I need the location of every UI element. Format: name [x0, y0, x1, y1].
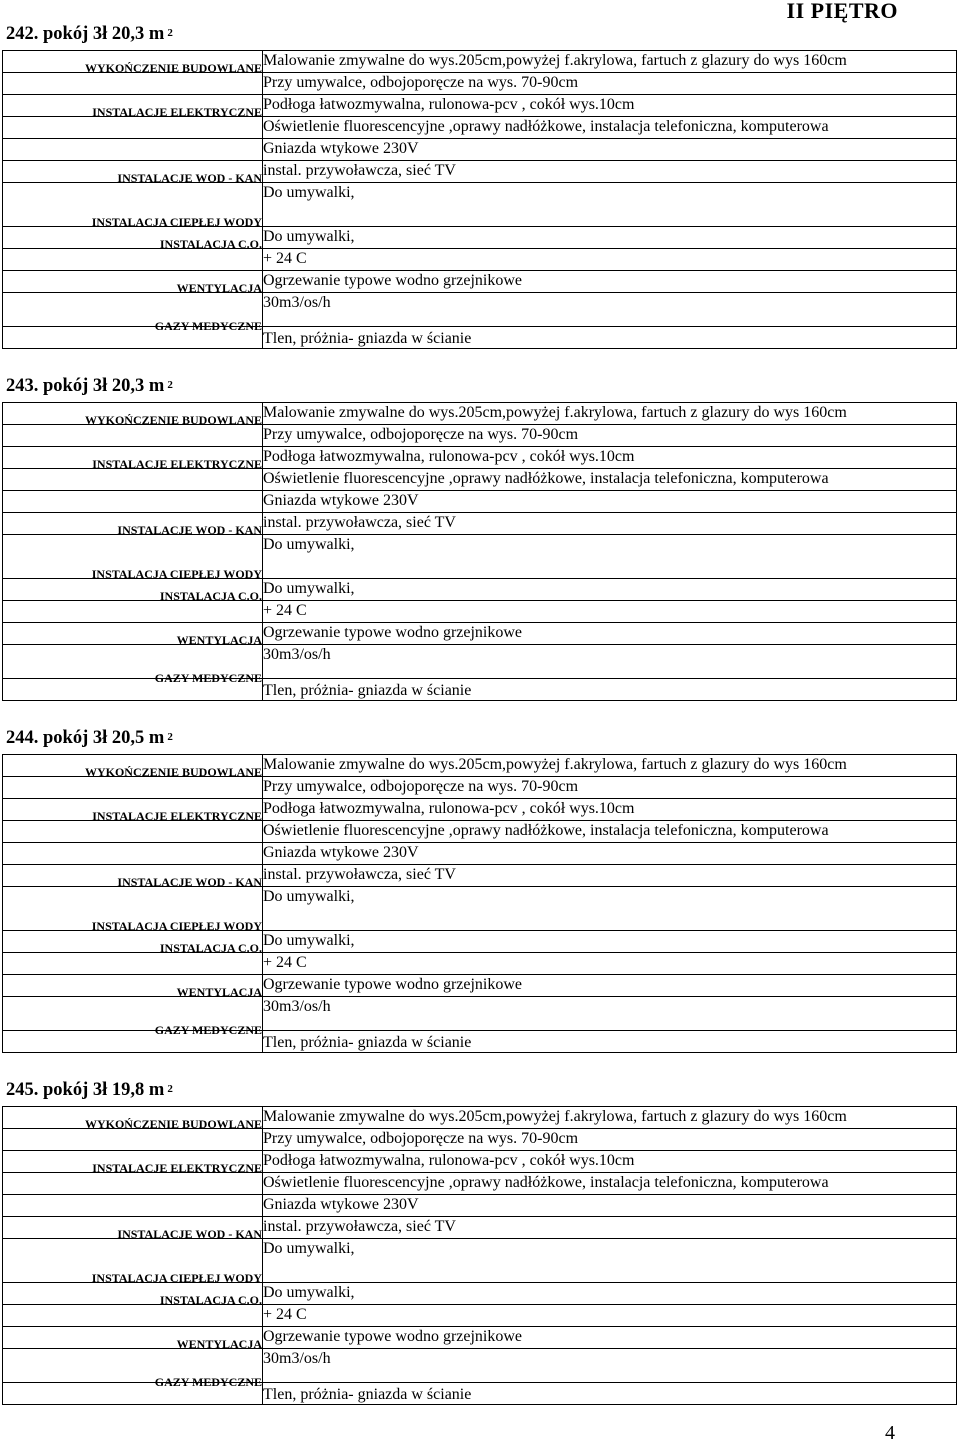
value-water-sewage: Do umywalki,	[263, 184, 355, 201]
table-row-divider	[2, 1194, 957, 1195]
room-area-unit-superscript: 2	[167, 731, 173, 743]
value-ventilation: 30m3/os/h	[263, 294, 331, 311]
category-hot-water: INSTALACJA CIEPŁEJ WODY	[91, 919, 262, 933]
value-electrical-call-system: instal. przywoławcza, sieć TV	[263, 866, 456, 883]
table-row-divider	[2, 842, 957, 843]
room-number: 245.	[6, 1080, 39, 1100]
table-row-divider	[2, 1150, 957, 1151]
value-finishing-floor: Podłoga łatwozmywalna, rulonowa-pcv , cokół wys.10cm	[263, 1152, 635, 1169]
value-finishing-rails: Przy umywalce, odbojoporęcze na wys. 70-90cm	[263, 1130, 579, 1147]
table-row-divider	[2, 402, 957, 403]
value-medical-gases: Tlen, próżnia- gniazda w ścianie	[263, 1386, 472, 1403]
category-ventilation: WENTYLACJA	[176, 1337, 262, 1351]
room-number: 242.	[6, 24, 39, 44]
value-hot-water: Do umywalki,	[263, 580, 355, 597]
value-electrical-sockets: Gniazda wtykowe 230V	[263, 140, 419, 157]
floor-label: II PIĘTRO	[786, 0, 898, 23]
category-water-sewage: INSTALACJE WOD - KAN	[117, 1227, 262, 1241]
table-row-divider	[2, 1404, 957, 1405]
table-row-divider	[2, 326, 957, 327]
room-area: 20,3 m	[111, 376, 165, 396]
value-electrical-sockets: Gniazda wtykowe 230V	[263, 1196, 419, 1213]
category-ventilation: WENTYLACJA	[176, 633, 262, 647]
room-number: 244.	[6, 728, 39, 748]
room-area: 19,8 m	[111, 1080, 165, 1100]
category-water-sewage: INSTALACJE WOD - KAN	[117, 875, 262, 889]
value-heating-temperature: + 24 C	[263, 954, 307, 971]
room-title	[6, 24, 173, 45]
value-finishing-walls: Malowanie zmywalne do wys.205cm,powyżej f.akrylowa, fartuch z glazury do wys 160cm	[263, 404, 847, 421]
category-finishing: WYKOŃCZENIE BUDOWLANE	[84, 413, 262, 427]
table-row-divider	[2, 864, 957, 865]
table-row-divider	[2, 1348, 957, 1349]
room-section-245	[0, 1056, 960, 1404]
table-right-border	[956, 50, 957, 348]
table-row-divider	[2, 600, 957, 601]
room-area: 20,3 m	[111, 24, 165, 44]
table-row-divider	[2, 248, 957, 249]
category-medical-gases: GAZY MEDYCZNE	[154, 1375, 262, 1389]
table-row-divider	[2, 700, 957, 701]
table-row-divider	[2, 512, 957, 513]
value-finishing-rails: Przy umywalce, odbojoporęcze na wys. 70-90cm	[263, 426, 579, 443]
value-electrical-call-system: instal. przywoławcza, sieć TV	[263, 162, 456, 179]
table-row-divider	[2, 1030, 957, 1031]
table-left-border	[2, 754, 3, 1052]
table-row-divider	[2, 270, 957, 271]
value-finishing-floor: Podłoga łatwozmywalna, rulonowa-pcv , cokół wys.10cm	[263, 96, 635, 113]
value-hot-water: Do umywalki,	[263, 1284, 355, 1301]
table-right-border	[956, 1106, 957, 1404]
room-section-243	[0, 352, 960, 700]
room-name: pokój 3ł	[43, 376, 108, 396]
room-section-244	[0, 704, 960, 1052]
table-right-border	[956, 754, 957, 1052]
table-row-divider	[2, 974, 957, 975]
value-heating-type: Ogrzewanie typowe wodno grzejnikowe	[263, 272, 523, 289]
value-medical-gases: Tlen, próżnia- gniazda w ścianie	[263, 330, 472, 347]
value-medical-gases: Tlen, próżnia- gniazda w ścianie	[263, 1034, 472, 1051]
table-left-border	[2, 402, 3, 700]
value-electrical-call-system: instal. przywoławcza, sieć TV	[263, 514, 456, 531]
value-heating-temperature: + 24 C	[263, 1306, 307, 1323]
table-row-divider	[2, 952, 957, 953]
value-hot-water: Do umywalki,	[263, 932, 355, 949]
table-row-divider	[2, 446, 957, 447]
value-finishing-rails: Przy umywalce, odbojoporęcze na wys. 70-90cm	[263, 74, 579, 91]
value-finishing-walls: Malowanie zmywalne do wys.205cm,powyżej f.akrylowa, fartuch z glazury do wys 160cm	[263, 1108, 847, 1125]
table-row-divider	[2, 160, 957, 161]
value-ventilation: 30m3/os/h	[263, 1350, 331, 1367]
value-hot-water: Do umywalki,	[263, 228, 355, 245]
value-electrical-lighting: Oświetlenie fluorescencyjne ,oprawy nadłóżkowe, instalacja telefoniczna, komputerowa	[263, 118, 829, 135]
category-electrical: INSTALACJE ELEKTRYCZNE	[92, 809, 262, 823]
table-left-border	[2, 50, 3, 348]
table-left-border	[2, 1106, 3, 1404]
table-row-divider	[2, 348, 957, 349]
value-heating-type: Ogrzewanie typowe wodno grzejnikowe	[263, 1328, 523, 1345]
value-electrical-call-system: instal. przywoławcza, sieć TV	[263, 1218, 456, 1235]
room-name: pokój 3ł	[43, 728, 108, 748]
value-water-sewage: Do umywalki,	[263, 1240, 355, 1257]
table-row-divider	[2, 996, 957, 997]
value-heating-type: Ogrzewanie typowe wodno grzejnikowe	[263, 624, 523, 641]
category-finishing: WYKOŃCZENIE BUDOWLANE	[84, 1117, 262, 1131]
value-water-sewage: Do umywalki,	[263, 888, 355, 905]
value-medical-gases: Tlen, próżnia- gniazda w ścianie	[263, 682, 472, 699]
room-title	[6, 1080, 173, 1101]
value-heating-type: Ogrzewanie typowe wodno grzejnikowe	[263, 976, 523, 993]
value-electrical-sockets: Gniazda wtykowe 230V	[263, 492, 419, 509]
value-heating-temperature: + 24 C	[263, 602, 307, 619]
value-ventilation: 30m3/os/h	[263, 646, 331, 663]
value-electrical-lighting: Oświetlenie fluorescencyjne ,oprawy nadłóżkowe, instalacja telefoniczna, komputerowa	[263, 822, 829, 839]
room-area-unit-superscript: 2	[167, 27, 173, 39]
category-water-sewage: INSTALACJE WOD - KAN	[117, 523, 262, 537]
category-water-sewage: INSTALACJE WOD - KAN	[117, 171, 262, 185]
table-right-border	[956, 402, 957, 700]
table-row-divider	[2, 50, 957, 51]
table-row-divider	[2, 94, 957, 95]
category-electrical: INSTALACJE ELEKTRYCZNE	[92, 457, 262, 471]
category-medical-gases: GAZY MEDYCZNE	[154, 671, 262, 685]
category-medical-gases: GAZY MEDYCZNE	[154, 1023, 262, 1037]
table-row-divider	[2, 490, 957, 491]
table-row-divider	[2, 754, 957, 755]
category-medical-gases: GAZY MEDYCZNE	[154, 319, 262, 333]
category-heating: INSTALACJA C.O.	[159, 1293, 262, 1307]
category-finishing: WYKOŃCZENIE BUDOWLANE	[84, 61, 262, 75]
category-hot-water: INSTALACJA CIEPŁEJ WODY	[91, 1271, 262, 1285]
room-name: pokój 3ł	[43, 24, 108, 44]
value-electrical-lighting: Oświetlenie fluorescencyjne ,oprawy nadłóżkowe, instalacja telefoniczna, komputerowa	[263, 470, 829, 487]
category-ventilation: WENTYLACJA	[176, 281, 262, 295]
value-finishing-floor: Podłoga łatwozmywalna, rulonowa-pcv , cokół wys.10cm	[263, 800, 635, 817]
category-electrical: INSTALACJE ELEKTRYCZNE	[92, 105, 262, 119]
room-title	[6, 376, 173, 397]
table-row-divider	[2, 1382, 957, 1383]
room-area-unit-superscript: 2	[167, 1083, 173, 1095]
table-row-divider	[2, 1052, 957, 1053]
value-heating-temperature: + 24 C	[263, 250, 307, 267]
category-finishing: WYKOŃCZENIE BUDOWLANE	[84, 765, 262, 779]
table-row-divider	[2, 1216, 957, 1217]
value-finishing-walls: Malowanie zmywalne do wys.205cm,powyżej f.akrylowa, fartuch z glazury do wys 160cm	[263, 756, 847, 773]
room-section-242	[0, 0, 960, 348]
room-area-unit-superscript: 2	[167, 379, 173, 391]
room-area: 20,5 m	[111, 728, 165, 748]
table-row-divider	[2, 138, 957, 139]
table-row-divider	[2, 798, 957, 799]
room-name: pokój 3ł	[43, 1080, 108, 1100]
table-row-divider	[2, 1304, 957, 1305]
category-ventilation: WENTYLACJA	[176, 985, 262, 999]
table-row-divider	[2, 678, 957, 679]
value-water-sewage: Do umywalki,	[263, 536, 355, 553]
value-electrical-lighting: Oświetlenie fluorescencyjne ,oprawy nadłóżkowe, instalacja telefoniczna, komputerowa	[263, 1174, 829, 1191]
category-electrical: INSTALACJE ELEKTRYCZNE	[92, 1161, 262, 1175]
value-finishing-walls: Malowanie zmywalne do wys.205cm,powyżej f.akrylowa, fartuch z glazury do wys 160cm	[263, 52, 847, 69]
category-hot-water: INSTALACJA CIEPŁEJ WODY	[91, 567, 262, 581]
room-number: 243.	[6, 376, 39, 396]
category-hot-water: INSTALACJA CIEPŁEJ WODY	[91, 215, 262, 229]
room-title	[6, 728, 173, 749]
category-heating: INSTALACJA C.O.	[159, 237, 262, 251]
table-row-divider	[2, 644, 957, 645]
value-finishing-floor: Podłoga łatwozmywalna, rulonowa-pcv , cokół wys.10cm	[263, 448, 635, 465]
value-ventilation: 30m3/os/h	[263, 998, 331, 1015]
page-number: 4	[885, 1422, 895, 1444]
category-heating: INSTALACJA C.O.	[159, 589, 262, 603]
value-electrical-sockets: Gniazda wtykowe 230V	[263, 844, 419, 861]
table-row-divider	[2, 292, 957, 293]
table-row-divider	[2, 1106, 957, 1107]
table-row-divider	[2, 622, 957, 623]
value-finishing-rails: Przy umywalce, odbojoporęcze na wys. 70-90cm	[263, 778, 579, 795]
table-row-divider	[2, 1326, 957, 1327]
category-heating: INSTALACJA C.O.	[159, 941, 262, 955]
